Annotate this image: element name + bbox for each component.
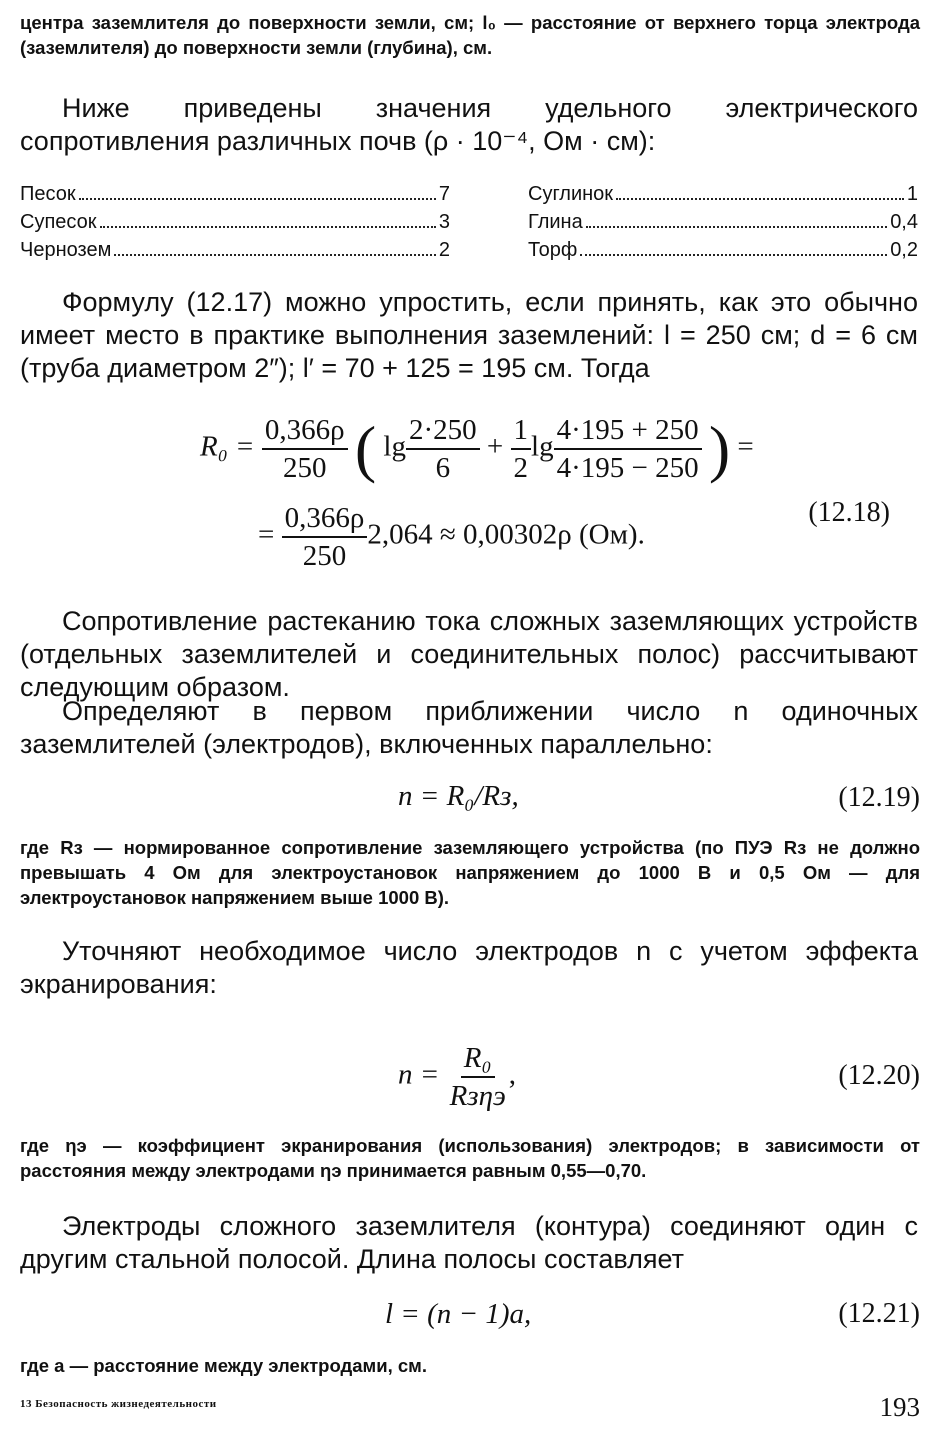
fraction: $\frac{4\cdot 195 + 250}{4\cdot 195 - 250}$ [554,412,702,486]
soil-value: 0,2 [890,239,918,261]
equals-sign: = [737,430,754,463]
soil-name: Глина [528,211,583,233]
right-paren: ) [708,413,731,484]
equation-number: (12.21) [838,1298,920,1329]
fraction: $\frac{0,366\rho}{250}$ [262,412,348,486]
top-note: центра заземлителя до поверхности земли, см; l₀ — расстояние от верхнего торца электрода (заземлителя) до поверхности земли (глубина), см. [20,12,920,58]
strip-paragraph: Электроды сложного заземлителя (контура) соединяют один с другим стальной полосой. Длина полосы составляет [20,1211,918,1274]
soil-name: Торф [528,239,578,261]
soil-value: 1 [906,183,918,205]
footer-signature: 13 Безопасность жизнедеятельности [20,1398,217,1410]
fraction: $\frac{0,366\rho}{250}$ [282,500,368,574]
soil-row [528,180,918,208]
page-number: 193 [879,1392,920,1422]
where-eta-note: где ηэ — коэффициент экранирования (использования) электродов; в зависимости от расстояния между электродами ηэ принимается равным 0,55—0,70. [20,1135,920,1181]
left-paren: ( [354,413,377,484]
simplify-paragraph: Формулу (12.17) можно упростить, если принять, как это обычно имеет место в практике выполнения заземлений: l = 250 см; d = 6 см (труба диаметром 2″); l′ = 70 + 125 = 195 см. Тогда [20,287,918,383]
soil-row [528,208,918,236]
equation-number: (12.20) [838,1060,920,1091]
complex-paragraph: Сопротивление растеканию тока сложных заземляющих устройств (отдельных заземлителей и соединительных полос) рассчитывают следующим образом. [20,606,918,702]
equation-12-20 [398,1040,516,1114]
soil-name: Чернозем [20,239,112,261]
soil-row [20,208,450,236]
log-symbol: lg [383,430,406,463]
soil-name: Суглинок [528,183,614,205]
where-a-note: где a — расстояние между электродами, см. [20,1355,428,1376]
soil-value: 7 [438,183,450,205]
refine-paragraph: Уточняют необходимое число электродов n с учетом эффекта экранирования: [20,936,918,999]
equation-12-18-line1 [200,412,754,486]
equation-number: (12.19) [838,782,920,813]
soil-value: 0,4 [890,211,918,233]
equals-sign: = [258,518,275,551]
equation-12-21: l = (n − 1)a, [385,1298,532,1330]
soil-name: Супесок [20,211,97,233]
plus-sign: + [486,430,504,463]
eq-result: 2,064 ≈ 0,00302ρ (Ом). [367,518,645,551]
equation-12-19: n = R₀/Rз, [398,780,519,812]
equation-number: (12.18) [808,497,890,528]
fraction: $\frac{1}{2}$ [511,412,532,486]
equation-12-18-line2 [258,500,645,574]
fraction: $\frac{\text{R₀}}{\text{Rзηэ}}$ [449,1042,506,1112]
soil-row [20,236,450,264]
where-rz-note: где Rз — нормированное сопротивление заземляющего устройства (по ПУЭ Rз не должно превышать 4 Ом для электроустановок напряжением до 1000 В и 0,5 Ом — для электроустановок напряжением выше 1000 В). [20,837,920,908]
soil-row [528,236,918,264]
first-approx-paragraph: Определяют в первом приближении число n одиночных заземлителей (электродов), включенных параллельно: [20,696,918,759]
soil-row [20,180,450,208]
soil-intro-paragraph: Ниже приведены значения удельного электрического сопротивления различных почв (ρ · 10⁻⁴, Ом · см): [20,93,918,156]
eq-lhs: n = [398,1058,440,1091]
soil-name: Песок [20,183,76,205]
eq-lhs: R₀ = [200,430,255,463]
log-symbol: lg [531,430,554,463]
comma: , [508,1058,517,1091]
soil-value: 2 [438,239,450,261]
soil-value: 3 [438,211,450,233]
fraction: $\frac{2\cdot 250}{6}$ [406,412,480,486]
